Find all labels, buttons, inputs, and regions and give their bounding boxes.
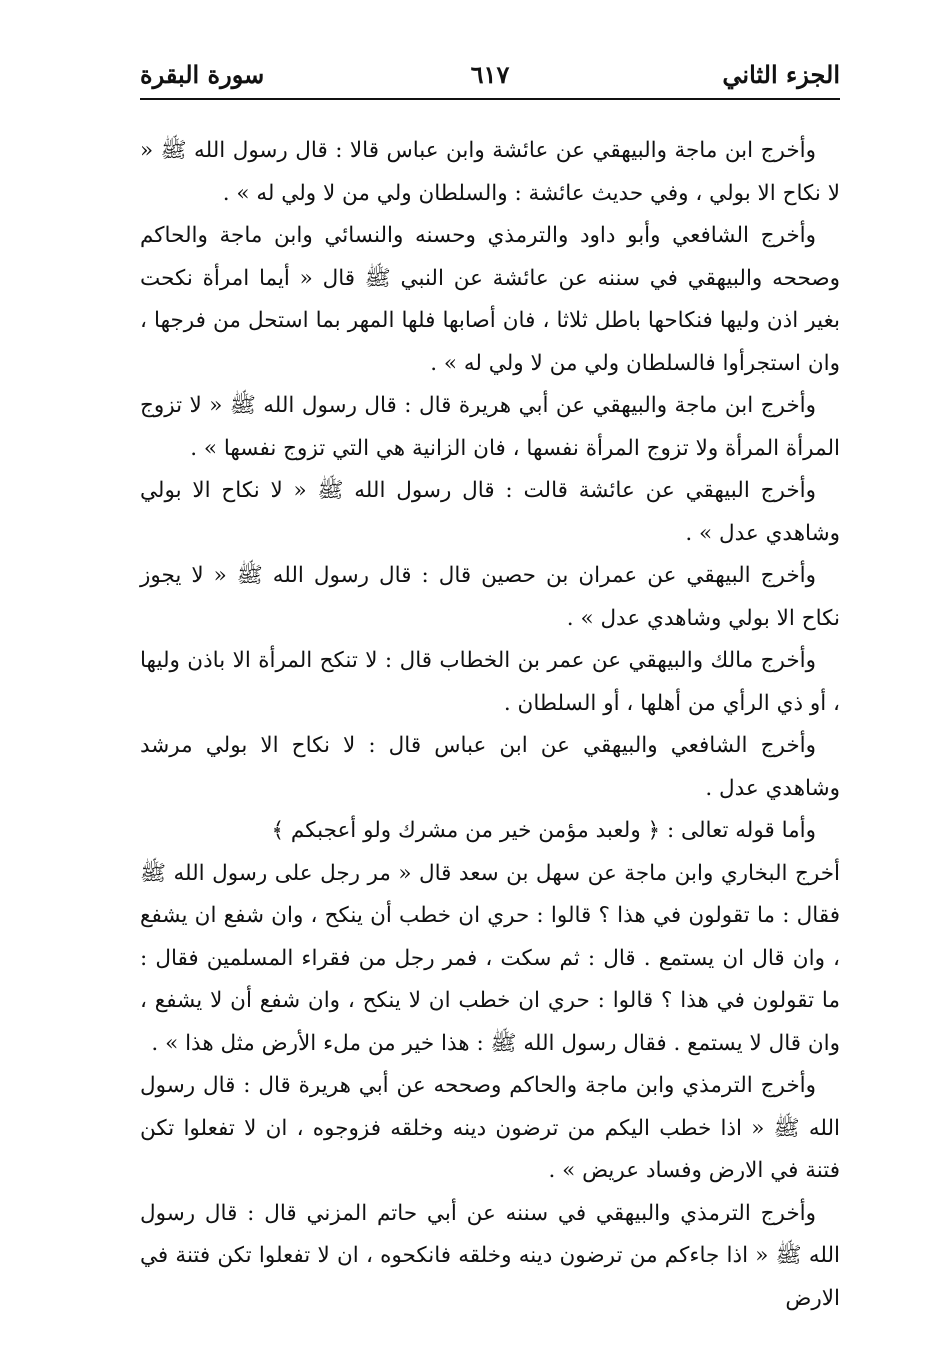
paragraph: وأخرج الشافعي وأبو داود والترمذي وحسنه والنسائي وابن ماجة والحاكم وصححه والبيهقي في سننه عن عائشة عن النبي ﷺ قال « أيما امرأة نكحت بغير اذن وليها فنكاحها باطل ثلاثا ، فان أصابها فلها المهر بما استحل من فرجها ، وان استجرأوا فالسلطان ولي من لا ولي له » .	[140, 223, 840, 376]
paragraph: وأخرج مالك والبيهقي عن عمر بن الخطاب قال : لا تنكح المرأة الا باذن وليها ، أو ذي الرأي من أهلها ، أو السلطان .	[140, 648, 840, 716]
paragraph: وأخرج البيهقي عن عمران بن حصين قال : قال رسول الله ﷺ « لا يجوز نكاح الا بولي وشاهدي عدل » .	[140, 563, 840, 631]
part-title: الجزء الثاني	[722, 60, 840, 89]
paragraph: وأخرج الترمذي والبيهقي في سننه عن أبي حاتم المزني قال : قال رسول الله ﷺ « اذا جاءكم من ترضون دينه وخلقه فانكحوه ، ان لا تفعلوا تكن فتنة في الارض	[140, 1200, 840, 1311]
paragraph: وأخرج ابن ماجة والبيهقي عن أبي هريرة قال : قال رسول الله ﷺ « لا تزوج المرأة المرأة ولا تزوج المرأة نفسها ، فان الزانية هي التي تزوج نفسها » .	[140, 393, 840, 461]
paragraph: وأخرج الشافعي والبيهقي عن ابن عباس قال : لا نكاح الا بولي مرشد وشاهدي عدل .	[140, 733, 840, 801]
paragraph: أخرج البخاري وابن ماجة عن سهل بن سعد قال « مر رجل على رسول الله ﷺ فقال : ما تقولون في هذا ؟ قالوا : حري ان خطب أن ينكح ، وان شفع ان يشفع ، وان قال ان يستمع . قال : ثم سكت ، فمر رجل من فقراء المسلمين فقال : ما تقولون في هذا ؟ قالوا : حري ان خطب ان لا ينكح ، وان شفع أن لا يشفع ، وان قال لا يستمع . فقال رسول الله ﷺ : هذا خير من ملء الأرض مثل هذا » .	[140, 860, 840, 1056]
paragraph: وأخرج الترمذي وابن ماجة والحاكم وصححه عن أبي هريرة قال : قال رسول الله ﷺ « اذا خطب اليكم من ترضون دينه وخلقه فزوجوه ، ان لا تفعلوا تكن فتنة في الارض وفساد عريض » .	[140, 1073, 840, 1183]
page-header	[140, 56, 840, 96]
body-text	[140, 130, 840, 1320]
paragraph: وأخرج ابن ماجة والبيهقي عن عائشة وابن عباس قالا : قال رسول الله ﷺ « لا نكاح الا بولي ، وفي حديث عائشة : والسلطان ولي من لا ولي له » .	[140, 138, 840, 206]
quran-verse-heading: وأما قوله تعالى : ﴿ ولعبد مؤمن خير من مشرك ولو أعجبكم ﴾	[271, 818, 816, 843]
header-rule	[140, 98, 840, 100]
page-number: ٦١٧	[470, 60, 510, 89]
paragraph: وأخرج البيهقي عن عائشة قالت : قال رسول الله ﷺ « لا نكاح الا بولي وشاهدي عدل » .	[140, 478, 840, 546]
surah-title: سورة البقرة	[140, 60, 265, 89]
